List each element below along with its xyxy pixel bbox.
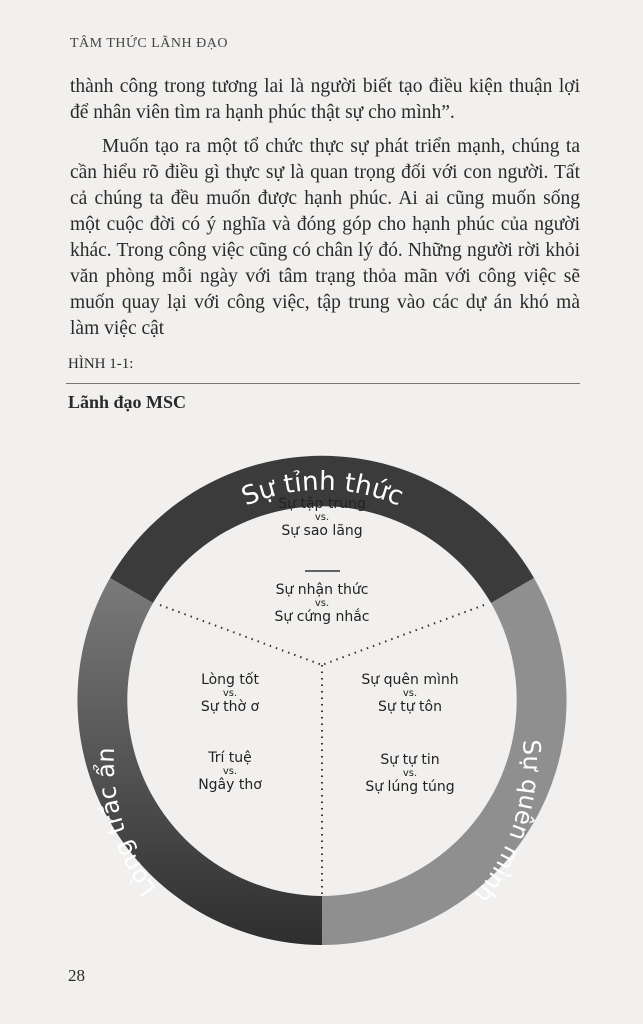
vs-label: vs. xyxy=(402,688,418,699)
trait: Sự sao lãng xyxy=(281,523,363,539)
trait: Sự cứng nhắc xyxy=(274,609,370,625)
vs-label: vs. xyxy=(402,768,418,779)
trait: Sự thờ ơ xyxy=(200,699,260,715)
trait: Sự nhận thức xyxy=(275,582,369,598)
pair-kindness xyxy=(150,672,310,715)
trait: Sự lúng túng xyxy=(365,779,455,795)
trait: Sự tập trung xyxy=(278,496,366,512)
paragraph: thành công trong tương lai là người biết tạo điều kiện thuận lợi để nhân viên tìm ra hạnh phúc thật sự cho mình”. xyxy=(70,76,580,123)
trait: Trí tuệ xyxy=(208,750,252,766)
page-number: 28 xyxy=(68,966,85,985)
trait: Sự tự tôn xyxy=(378,699,442,715)
vs-label: vs. xyxy=(314,598,330,609)
pair-focus xyxy=(242,496,402,539)
pair-wisdom xyxy=(150,750,310,793)
vs-label: vs. xyxy=(222,766,238,777)
trait: Ngây thơ xyxy=(198,777,262,793)
segment-label-top: Sự tỉnh thức xyxy=(237,466,408,513)
trait: Lòng tốt xyxy=(201,672,259,688)
segment-label-right: Sự quên mình xyxy=(469,738,546,909)
pair-selflessness xyxy=(330,672,490,715)
vs-label: vs. xyxy=(222,688,238,699)
pair-awareness xyxy=(242,582,402,625)
trait: Sự tự tin xyxy=(380,752,440,768)
trait: Sự quên mình xyxy=(361,672,459,688)
vs-label: vs. xyxy=(314,512,330,523)
segment-label-left: Lòng trắc ẩn xyxy=(91,746,162,902)
figure-title: Lãnh đạo MSC xyxy=(68,392,187,412)
paragraph: Muốn tạo ra một tổ chức thực sự phát triển mạnh, chúng ta cần hiểu rõ điều gì thực sự là quan trọng đối với con người. Tất cả chúng ta đều muốn được hạnh phúc. Ai ai cũng muốn sống một cuộc đời có ý nghĩa và đóng góp cho hạnh phúc của người khác. Trong công việc cũng có chân lý đó. Những người rời khỏi văn phòng mỗi ngày với tâm trạng thỏa mãn với công việc sẽ muốn quay lại với công việc, tập trung vào các dự án khó mà làm việc cật xyxy=(70,136,580,339)
running-header: TÂM THỨC LÃNH ĐẠO xyxy=(70,36,228,51)
pair-confidence xyxy=(330,752,490,795)
figure-label: HÌNH 1-1: xyxy=(68,356,134,372)
